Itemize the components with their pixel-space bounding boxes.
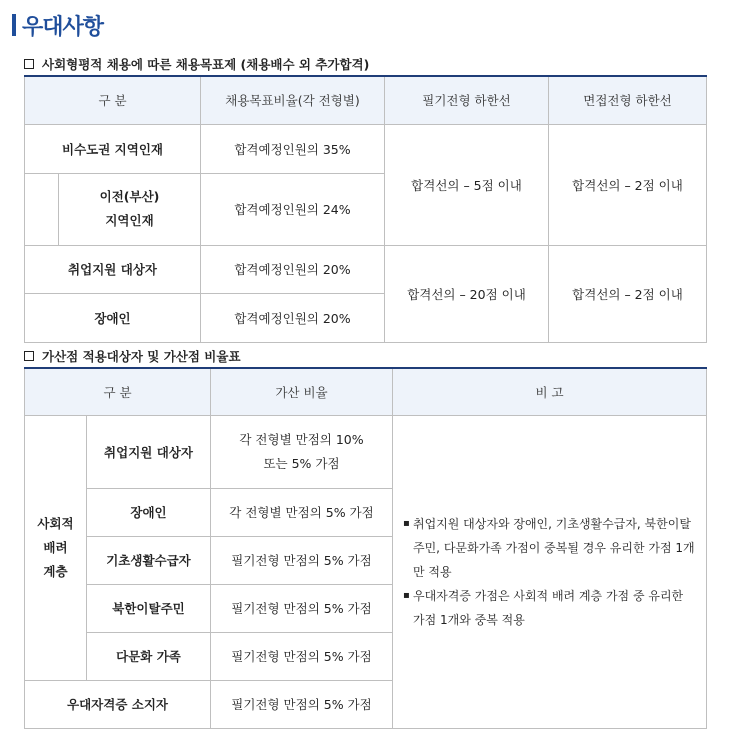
group2-interview-cutoff: 합격선의 – 2점 이내 — [549, 245, 707, 342]
hiring-target-table — [24, 75, 707, 343]
table-row — [25, 245, 707, 293]
group2-written-cutoff: 합격선의 – 20점 이내 — [385, 245, 549, 342]
row-label: 북한이탈주민 — [87, 584, 211, 632]
row-label: 이전(부산) 지역인재 — [59, 173, 201, 245]
bonus-points-table — [24, 367, 707, 729]
bullet-icon: ▪ — [403, 589, 410, 601]
table-header-row — [25, 368, 707, 415]
table-header-row — [25, 76, 707, 124]
table-row — [25, 415, 707, 488]
row-ratio: 합격예정인원의 20% — [201, 245, 385, 293]
row-label: 취업지원 대상자 — [25, 245, 201, 293]
section1-heading — [24, 55, 369, 73]
header-category: 구 분 — [25, 76, 201, 124]
header-category: 구 분 — [25, 368, 211, 415]
section2-heading — [24, 347, 241, 365]
note-text: 취업지원 대상자와 장애인, 기초생활수급자, 북한이탈주민, 다문화가족 가점이 중복될 경우 유리한 가점 1개만 적용 — [413, 516, 695, 579]
page-title — [12, 8, 103, 42]
row-label: 장애인 — [25, 293, 201, 342]
row-label: 기초생활수급자 — [87, 536, 211, 584]
group1-written-cutoff: 합격선의 – 5점 이내 — [385, 124, 549, 245]
row-ratio: 합격예정인원의 24% — [201, 173, 385, 245]
title-accent-bar — [12, 14, 16, 36]
page-title-text: 우대사항 — [22, 14, 104, 40]
row-ratio: 필기전형 만점의 5% 가점 — [211, 584, 393, 632]
remarks-cell — [393, 415, 707, 728]
checkbox-square-icon — [24, 59, 34, 69]
header-bonus-ratio: 가산 비율 — [211, 368, 393, 415]
row-ratio: 합격예정인원의 20% — [201, 293, 385, 342]
section2-heading-text: 가산점 적용대상자 및 가산점 비율표 — [42, 349, 241, 364]
row-label: 장애인 — [87, 488, 211, 536]
row-ratio: 각 전형별 만점의 10% 또는 5% 가점 — [211, 415, 393, 488]
group1-interview-cutoff: 합격선의 – 2점 이내 — [549, 124, 707, 245]
section1-heading-text: 사회형평적 채용에 따른 채용목표제 (채용배수 외 추가합격) — [42, 57, 370, 72]
row-ratio: 합격예정인원의 35% — [201, 124, 385, 173]
note-item — [403, 512, 698, 584]
note-text: 우대자격증 가점은 사회적 배려 계층 가점 중 유리한 가점 1개와 중복 적용 — [413, 588, 684, 627]
checkbox-square-icon — [24, 351, 34, 361]
header-remarks: 비 고 — [393, 368, 707, 415]
bullet-icon: ▪ — [403, 517, 410, 529]
row-label: 다문화 가족 — [87, 632, 211, 680]
row-ratio: 필기전형 만점의 5% 가점 — [211, 680, 393, 728]
header-interview-cutoff: 면접전형 하한선 — [549, 76, 707, 124]
row-ratio: 필기전형 만점의 5% 가점 — [211, 536, 393, 584]
row-ratio: 각 전형별 만점의 5% 가점 — [211, 488, 393, 536]
indent-spacer — [25, 173, 59, 245]
row-label: 비수도권 지역인재 — [25, 124, 201, 173]
table-row — [25, 124, 707, 173]
header-written-cutoff: 필기전형 하한선 — [385, 76, 549, 124]
row-label: 우대자격증 소지자 — [25, 680, 211, 728]
note-item — [403, 584, 698, 632]
group-label: 사회적 배려 계층 — [25, 415, 87, 680]
row-label: 취업지원 대상자 — [87, 415, 211, 488]
row-ratio: 필기전형 만점의 5% 가점 — [211, 632, 393, 680]
header-target-ratio: 채용목표비율(각 전형별) — [201, 76, 385, 124]
